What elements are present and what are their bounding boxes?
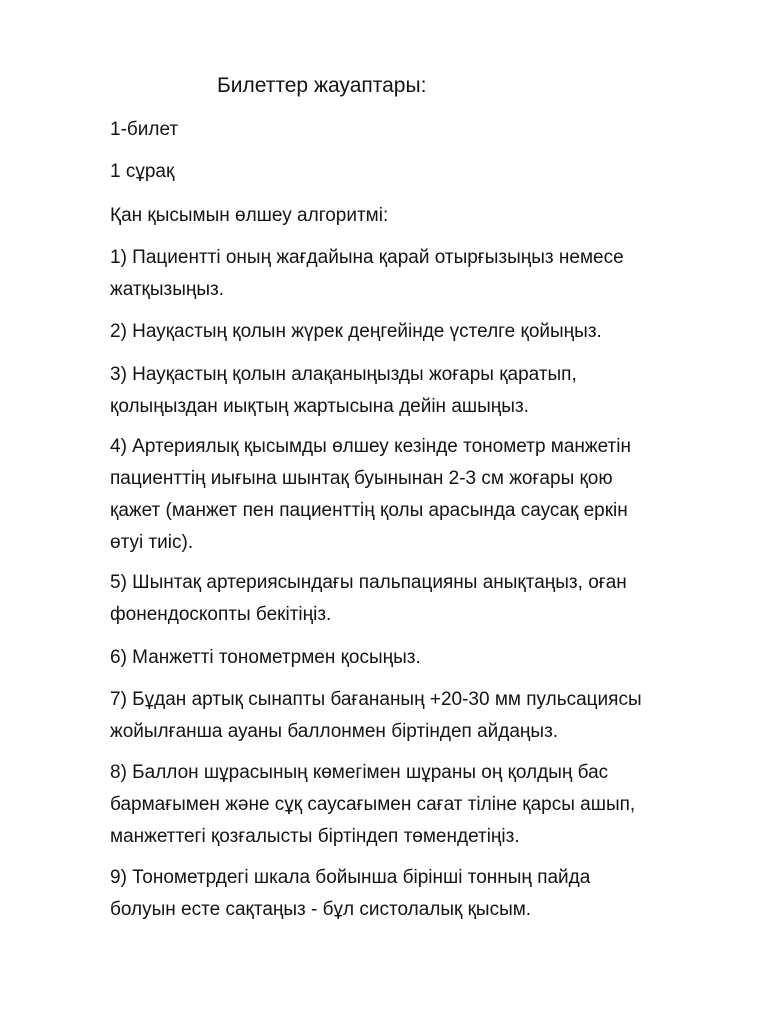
step-5 xyxy=(110,567,710,631)
step-line: 4) Артериялық қысымды өлшеу кезінде тонометр манжетін xyxy=(110,436,631,457)
step-line: қажет (манжет пен пациенттің қолы арасында саусақ еркін xyxy=(110,500,628,521)
step-line: пациенттің иығына шынтақ буынынан 2-3 см жоғары қою xyxy=(110,468,613,489)
step-9 xyxy=(110,862,710,926)
step-line: жатқызыңыз. xyxy=(110,279,225,300)
algorithm-heading: Қан қысымын өлшеу алгоритмі: xyxy=(110,205,389,226)
question-label: 1 сұрақ xyxy=(110,161,175,182)
ticket-label: 1-билет xyxy=(110,119,179,140)
step-line: болуын есте сақтаңыз - бұл систолалық қысым. xyxy=(110,899,532,920)
document-title: Билеттер жауаптары: xyxy=(217,74,427,97)
step-2 xyxy=(110,316,710,348)
step-line: 6) Манжетті тонометрмен қосыңыз. xyxy=(110,647,421,668)
step-line: қолыңыздан иықтың жартысына дейін ашыңыз. xyxy=(110,396,529,417)
step-1 xyxy=(110,242,710,306)
step-line: бармағымен және сұқ саусағымен сағат тіліне қарсы ашып, xyxy=(110,794,636,815)
step-6 xyxy=(110,642,710,674)
step-7 xyxy=(110,684,710,748)
step-4 xyxy=(110,431,710,559)
step-line: фонендоскопты бекітіңіз. xyxy=(110,604,332,625)
step-line: 1) Пациентті оның жағдайына қарай отырғызыңыз немесе xyxy=(110,247,624,268)
step-line: 8) Баллон шұрасының көмегімен шұраны оң қолдың бас xyxy=(110,762,609,783)
step-3 xyxy=(110,359,710,423)
step-line: жойылғанша ауаны баллонмен біртіндеп айдаңыз. xyxy=(110,721,559,742)
step-line: өтуі тиіс). xyxy=(110,532,194,553)
step-line: 9) Тонометрдегі шкала бойынша бірінші тонның пайда xyxy=(110,867,591,888)
step-line: 2) Науқастың қолын жүрек деңгейінде үстелге қойыңыз. xyxy=(110,321,602,342)
step-8 xyxy=(110,757,710,853)
step-line: 3) Науқастың қолын алақаныңызды жоғары қаратып, xyxy=(110,364,577,385)
step-line: 7) Бұдан артық сынапты бағананың +20-30 мм пульсациясы xyxy=(110,689,642,710)
step-line: 5) Шынтақ артериясындағы пальпацияны анықтаңыз, оған xyxy=(110,572,627,593)
step-line: манжеттегі қозғалысты біртіндеп төмендетіңіз. xyxy=(110,826,520,847)
